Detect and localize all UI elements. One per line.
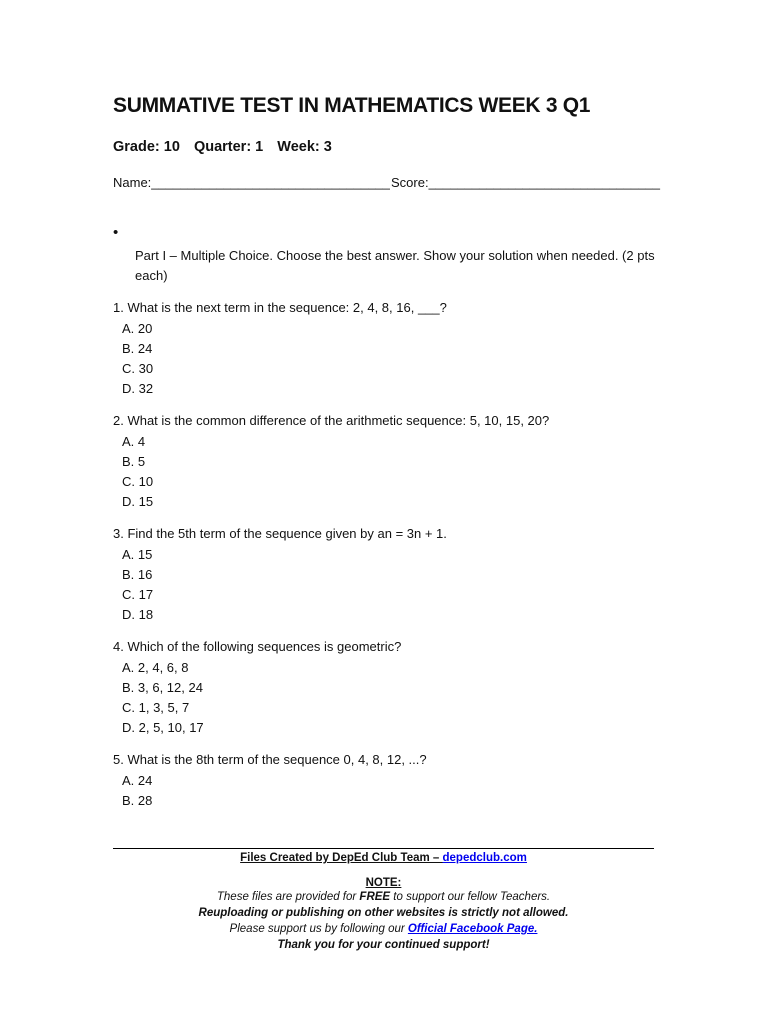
page-footer	[113, 848, 654, 953]
answer-option: B. 28	[122, 793, 153, 808]
week-label: Week: 3	[277, 139, 332, 155]
answer-option: B. 24	[122, 341, 153, 356]
footer-credit	[113, 852, 654, 864]
depedclub-link[interactable]: depedclub.com	[442, 852, 527, 864]
answer-option: A. 24	[122, 773, 153, 788]
question-stem: 5. What is the 8th term of the sequence 0, 4, 8, 12, ...?	[113, 752, 427, 767]
quarter-label: Quarter: 1	[193, 139, 264, 155]
question-item	[113, 412, 658, 525]
footer-line-support	[113, 921, 654, 937]
page-title: SUMMATIVE TEST IN MATHEMATICS WEEK 3 Q1	[113, 94, 591, 117]
answer-option: D. 18	[122, 607, 154, 622]
grade-label: Grade: 10	[113, 139, 180, 155]
facebook-page-link[interactable]: Official Facebook Page.	[407, 923, 538, 935]
answer-option: D. 32	[122, 381, 154, 396]
footer-free-word: FREE	[359, 891, 391, 903]
answer-option: D. 2, 5, 10, 17	[122, 720, 204, 735]
question-stem: 3. Find the 5th term of the sequence given by an = 3n + 1.	[113, 526, 447, 541]
answer-option: B. 3, 6, 12, 24	[122, 680, 203, 695]
question-stem: 4. Which of the following sequences is geometric?	[113, 639, 402, 654]
name-field: Name:_________________________________	[113, 175, 390, 190]
answer-option: C. 30	[122, 361, 154, 376]
question-stem: 1. What is the next term in the sequence: 2, 4, 8, 16, ___?	[113, 300, 447, 315]
name-score-row	[113, 175, 658, 190]
answer-option: A. 20	[122, 321, 153, 336]
bullet-marker: •	[113, 224, 119, 241]
grade-quarter-week	[113, 139, 342, 155]
footer-line-reupload: Reuploading or publishing on other websites is strictly not allowed.	[198, 907, 569, 919]
question-item	[113, 525, 658, 638]
footer-note-label: NOTE:	[365, 877, 402, 889]
footer-line-free-b: to support our fellow Teachers.	[390, 891, 551, 903]
answer-option: C. 10	[122, 474, 154, 489]
answer-option: A. 4	[122, 434, 146, 449]
answer-option: D. 15	[122, 494, 154, 509]
answer-option: A. 15	[122, 547, 153, 562]
footer-credit-text: Files Created by DepEd Club Team –	[240, 852, 443, 864]
answer-option: C. 17	[122, 587, 154, 602]
question-item	[113, 638, 658, 751]
answer-option: B. 5	[122, 454, 146, 469]
answer-option: B. 16	[122, 567, 153, 582]
answer-option: C. 1, 3, 5, 7	[122, 700, 190, 715]
footer-line-free-a: These files are provided for	[216, 891, 360, 903]
document-page	[113, 0, 658, 1024]
part-instructions: Part I – Multiple Choice. Choose the best answer. Show your solution when needed. (2 pts each)	[135, 248, 655, 283]
answer-option: A. 2, 4, 6, 8	[122, 660, 189, 675]
question-list	[113, 299, 658, 864]
footer-line-free	[113, 889, 654, 905]
question-stem: 2. What is the common difference of the arithmetic sequence: 5, 10, 15, 20?	[113, 413, 550, 428]
footer-line-support-text: Please support us by following our	[229, 923, 408, 935]
score-field: Score:________________________________	[391, 175, 660, 190]
footer-line-thanks: Thank you for your continued support!	[277, 939, 490, 951]
question-item	[113, 299, 658, 412]
